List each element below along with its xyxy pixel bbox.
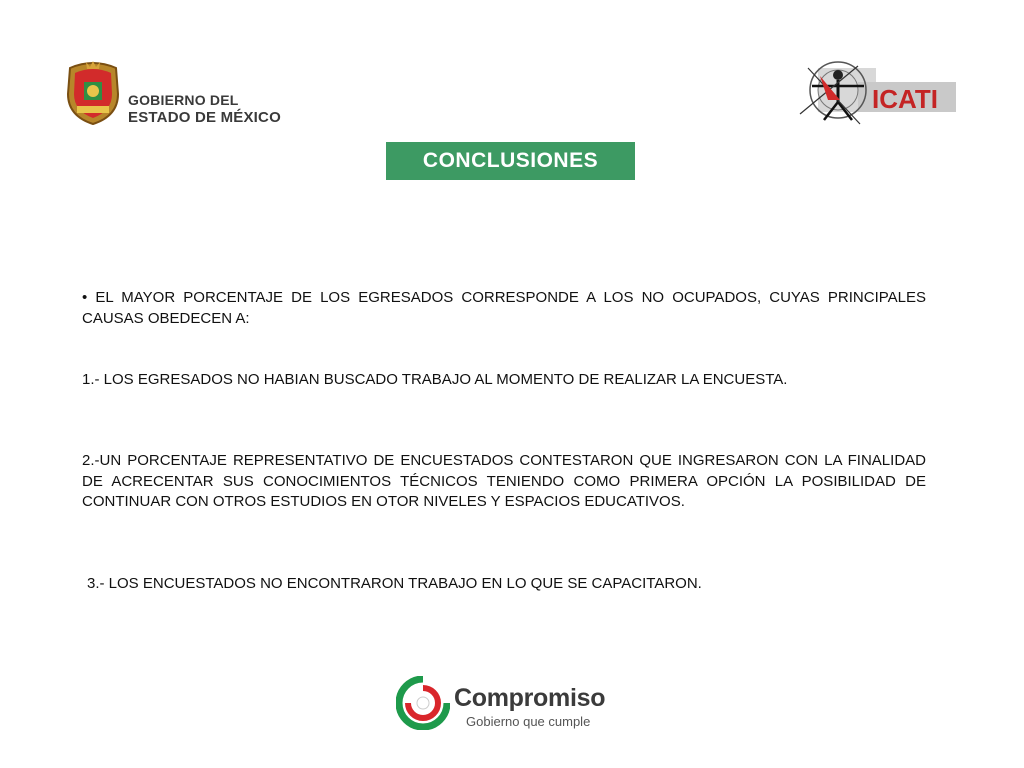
gobierno-text	[128, 92, 281, 126]
coat-of-arms-icon	[64, 60, 122, 126]
page-title: CONCLUSIONES	[386, 142, 635, 180]
icati-text: ICATI	[872, 84, 938, 114]
gobierno-line1: GOBIERNO DEL	[128, 92, 239, 108]
icati-logo	[798, 56, 956, 128]
intro-paragraph: • EL MAYOR PORCENTAJE DE LOS EGRESADOS CORRESPONDE A LOS NO OCUPADOS, CUYAS PRINCIPALES CAUSAS OBEDECEN A:	[82, 289, 926, 327]
conclusion-item-3: 3.- LOS ENCUESTADOS NO ENCONTRARON TRABAJO EN LO QUE SE CAPACITARON.	[87, 575, 702, 592]
conclusion-item-2: 2.-UN PORCENTAJE REPRESENTATIVO DE ENCUESTADOS CONTESTARON QUE INGRESARON CON LA FINALIDAD DE ACRECENTAR SUS CONOCIMIENTOS TÉCNICOS TENIENDO COMO PRIMERA OPCIÓN LA POSIBILIDAD DE CONTINUAR CON OTROS ESTUDIOS EN OTOR NIVELES Y ESPACIOS EDUCATIVOS.	[82, 452, 926, 510]
compromiso-tagline: Gobierno que cumple	[466, 714, 591, 729]
compromiso-title: Compromiso	[454, 684, 606, 712]
compromiso-logo	[396, 676, 616, 734]
gobierno-line2: ESTADO DE MÉXICO	[128, 109, 281, 126]
gobierno-logo	[64, 60, 284, 128]
conclusion-item-1: 1.- LOS EGRESADOS NO HABIAN BUSCADO TRABAJO AL MOMENTO DE REALIZAR LA ENCUESTA.	[82, 371, 788, 388]
compromiso-swirl-icon	[396, 676, 450, 730]
